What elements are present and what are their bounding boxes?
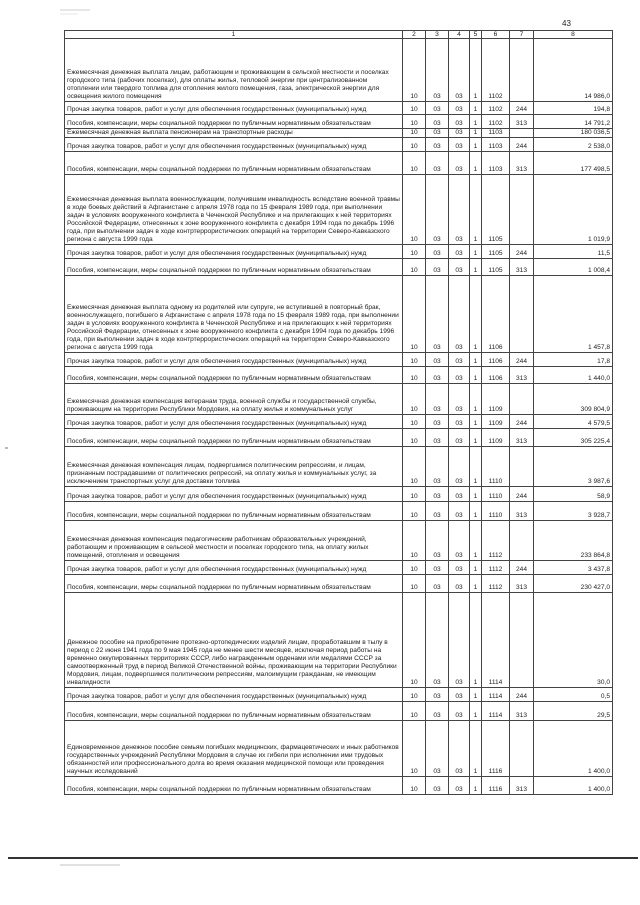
row-code: 1 xyxy=(470,367,482,384)
row-code: 1 xyxy=(470,138,482,152)
row-code: 03 xyxy=(449,39,470,102)
row-code: 03 xyxy=(449,384,470,415)
row-code: 1 xyxy=(470,384,482,415)
row-code: 03 xyxy=(449,102,470,115)
column-header: 1 xyxy=(65,31,403,39)
column-header: 3 xyxy=(426,31,449,39)
row-description: Пособия, компенсации, меры социальной поддержки по публичным нормативным обязательствам xyxy=(65,429,403,447)
row-description: Пособия, компенсации, меры социальной поддержки по публичным нормативным обязательствам xyxy=(65,777,403,795)
row-description: Пособия, компенсации, меры социальной поддержки по публичным нормативным обязательствам xyxy=(65,702,403,721)
row-code: 1 xyxy=(470,688,482,702)
row-code: 10 xyxy=(403,175,426,245)
row-code: 10 xyxy=(403,521,426,561)
row-code: 03 xyxy=(449,721,470,777)
row-description: Прочая закупка товаров, работ и услуг для обеспечения государственных (муниципальных) нужд xyxy=(65,353,403,367)
row-code: 10 xyxy=(403,102,426,115)
row-code: 1 xyxy=(470,129,482,138)
row-code: 03 xyxy=(426,245,449,259)
row-code: 03 xyxy=(449,575,470,593)
row-code: 313 xyxy=(510,702,534,721)
row-code: 313 xyxy=(510,152,534,175)
row-code: 1110 xyxy=(482,487,510,502)
row-description: Пособия, компенсации, меры социальной поддержки по публичным нормативным обязательствам xyxy=(65,502,403,521)
row-code: 10 xyxy=(403,593,426,688)
column-header: 7 xyxy=(510,31,534,39)
row-code: 10 xyxy=(403,777,426,795)
row-code: 03 xyxy=(449,429,470,447)
row-code: 10 xyxy=(403,367,426,384)
row-code: 03 xyxy=(449,688,470,702)
row-amount: 1 400,0 xyxy=(534,721,613,777)
row-code: 03 xyxy=(449,245,470,259)
row-code: 03 xyxy=(426,415,449,429)
row-code: 313 xyxy=(510,429,534,447)
row-code: 03 xyxy=(426,152,449,175)
row-code: 1109 xyxy=(482,384,510,415)
row-code: 244 xyxy=(510,487,534,502)
row-description: Пособия, компенсации, меры социальной поддержки по публичным нормативным обязательствам xyxy=(65,575,403,593)
row-code: 1110 xyxy=(482,502,510,521)
row-code: 03 xyxy=(426,447,449,487)
row-description: Пособия, компенсации, меры социальной поддержки по публичным нормативным обязательствам xyxy=(65,259,403,276)
row-description: Ежемесячная денежная компенсация лицам, подвергшимся политическим репрессиям, и лицам, признанным пострадавшими от политических репрессий, на оплату жилья и коммунальных услуг, за исключением транспортных услуг для доставки топлива xyxy=(65,447,403,487)
row-code: 10 xyxy=(403,415,426,429)
row-code: 10 xyxy=(403,487,426,502)
row-code: 03 xyxy=(426,429,449,447)
row-code: 1105 xyxy=(482,175,510,245)
row-code: 03 xyxy=(426,575,449,593)
row-amount: 1 440,0 xyxy=(534,367,613,384)
row-code: 03 xyxy=(449,138,470,152)
row-code: 10 xyxy=(403,384,426,415)
row-code: 10 xyxy=(403,129,426,138)
row-code: 03 xyxy=(426,593,449,688)
row-code: 10 xyxy=(403,353,426,367)
row-code: 03 xyxy=(426,138,449,152)
row-code: 10 xyxy=(403,575,426,593)
row-code: 10 xyxy=(403,561,426,575)
row-code: 313 xyxy=(510,115,534,129)
row-code: 1 xyxy=(470,415,482,429)
column-header: 5 xyxy=(470,31,482,39)
row-code: 03 xyxy=(426,353,449,367)
row-code: 1105 xyxy=(482,245,510,259)
row-code: 10 xyxy=(403,721,426,777)
row-code: 03 xyxy=(426,129,449,138)
row-code: 1103 xyxy=(482,152,510,175)
row-code: 313 xyxy=(510,259,534,276)
row-code: 10 xyxy=(403,702,426,721)
row-code: 03 xyxy=(449,487,470,502)
row-code: 03 xyxy=(426,276,449,353)
row-code: 1102 xyxy=(482,115,510,129)
row-code: 03 xyxy=(426,367,449,384)
row-code: 313 xyxy=(510,502,534,521)
row-amount: 233 864,8 xyxy=(534,521,613,561)
row-code: 1106 xyxy=(482,276,510,353)
row-code: 1102 xyxy=(482,102,510,115)
row-code: 1 xyxy=(470,152,482,175)
row-code: 03 xyxy=(449,152,470,175)
row-amount: 4 579,5 xyxy=(534,415,613,429)
page-number: 43 xyxy=(562,19,571,28)
row-code: 244 xyxy=(510,245,534,259)
row-description: Ежемесячная денежная компенсация ветеранам труда, военной службы и государственной службы, проживающим на территории Республики Мордовия, на оплату жилья и коммунальных услуг xyxy=(65,384,403,415)
row-amount: 14 791,2 xyxy=(534,115,613,129)
row-code: 03 xyxy=(426,521,449,561)
row-amount: 3 928,7 xyxy=(534,502,613,521)
row-code: 03 xyxy=(426,115,449,129)
row-code: 03 xyxy=(426,39,449,102)
row-code: 1103 xyxy=(482,129,510,138)
row-code: 03 xyxy=(449,561,470,575)
column-header: 4 xyxy=(449,31,470,39)
row-code: 03 xyxy=(426,702,449,721)
row-description: Ежемесячная денежная выплата пенсионерам на транспортные расходы xyxy=(65,129,403,138)
row-code: 1114 xyxy=(482,593,510,688)
row-code: 1106 xyxy=(482,367,510,384)
row-code: 1109 xyxy=(482,429,510,447)
row-amount: 17,8 xyxy=(534,353,613,367)
row-code: 03 xyxy=(426,175,449,245)
row-amount: 11,5 xyxy=(534,245,613,259)
column-header: 8 xyxy=(534,31,613,39)
row-code: 10 xyxy=(403,447,426,487)
row-description: Пособия, компенсации, меры социальной поддержки по публичным нормативным обязательствам xyxy=(65,115,403,129)
row-code: 03 xyxy=(449,502,470,521)
row-code: 1116 xyxy=(482,721,510,777)
row-amount: 2 538,0 xyxy=(534,138,613,152)
row-description: Прочая закупка товаров, работ и услуг для обеспечения государственных (муниципальных) нужд xyxy=(65,245,403,259)
row-code: 10 xyxy=(403,138,426,152)
row-amount: 194,8 xyxy=(534,102,613,115)
row-code: 1114 xyxy=(482,702,510,721)
row-code: 1 xyxy=(470,593,482,688)
row-code: 03 xyxy=(426,487,449,502)
row-amount: 3 437,8 xyxy=(534,561,613,575)
row-code: 03 xyxy=(449,175,470,245)
row-amount: 30,0 xyxy=(534,593,613,688)
row-amount: 0,5 xyxy=(534,688,613,702)
row-code: 1 xyxy=(470,487,482,502)
row-code: 03 xyxy=(449,259,470,276)
row-code: 03 xyxy=(449,353,470,367)
row-code: 1102 xyxy=(482,39,510,102)
row-code: 313 xyxy=(510,367,534,384)
row-description: Прочая закупка товаров, работ и услуг для обеспечения государственных (муниципальных) нужд xyxy=(65,102,403,115)
row-code: 03 xyxy=(449,415,470,429)
row-amount: 309 804,9 xyxy=(534,384,613,415)
row-description: Прочая закупка товаров, работ и услуг для обеспечения государственных (муниципальных) нужд xyxy=(65,688,403,702)
row-code: 1 xyxy=(470,175,482,245)
row-code: 1116 xyxy=(482,777,510,795)
row-code: 1 xyxy=(470,702,482,721)
row-description: Прочая закупка товаров, работ и услуг для обеспечения государственных (муниципальных) нужд xyxy=(65,487,403,502)
row-code: 03 xyxy=(449,593,470,688)
row-code: 244 xyxy=(510,102,534,115)
row-code: 1 xyxy=(470,521,482,561)
row-code: 1110 xyxy=(482,447,510,487)
row-code: 03 xyxy=(449,129,470,138)
row-code: 10 xyxy=(403,39,426,102)
row-code: 1 xyxy=(470,575,482,593)
row-amount: 1 008,4 xyxy=(534,259,613,276)
row-code: 244 xyxy=(510,561,534,575)
row-code: 1 xyxy=(470,39,482,102)
row-code: 10 xyxy=(403,259,426,276)
row-amount: 177 498,5 xyxy=(534,152,613,175)
row-code: 1112 xyxy=(482,521,510,561)
row-code: 10 xyxy=(403,688,426,702)
row-code: 03 xyxy=(449,367,470,384)
row-code: 03 xyxy=(426,259,449,276)
row-code: 10 xyxy=(403,276,426,353)
row-code: 1 xyxy=(470,245,482,259)
row-code: 1114 xyxy=(482,688,510,702)
row-code: 10 xyxy=(403,152,426,175)
row-code: 1 xyxy=(470,353,482,367)
row-code: 1 xyxy=(470,429,482,447)
row-code: 10 xyxy=(403,115,426,129)
row-code: 1 xyxy=(470,447,482,487)
row-description: Единовременное денежное пособие семьям погибших медицинских, фармацевтических и иных работников государственных учреждений Республики Мордовия в случае их гибели при исполнении ими трудовых обязанностей или профессионального долга во время оказания медицинской помощи или проведения научных исследований xyxy=(65,721,403,777)
row-code: 10 xyxy=(403,245,426,259)
column-header: 6 xyxy=(482,31,510,39)
row-amount: 14 986,0 xyxy=(534,39,613,102)
row-code: 03 xyxy=(426,502,449,521)
row-code: 03 xyxy=(449,115,470,129)
row-description: Ежемесячная денежная выплата одному из родителей или супруге, не вступившей в повторный брак, военнослужащего, погибшего в Афганистане с апреля 1978 года по 15 февраля 1989 года, при выполнении задач в условиях вооруженного конфликта в Чеченской Республике и на прилегающих к ней территориях Российской Федерации, отнесенных к зоне вооруженного конфликта с декабря 1994 года по декабрь 1996 года, при выполнении задач в ходе контртеррористических операций на территории Северо-Кавказского региона с августа 1999 года xyxy=(65,276,403,353)
row-code: 1105 xyxy=(482,259,510,276)
row-code: 03 xyxy=(449,276,470,353)
row-code: 03 xyxy=(426,384,449,415)
row-code: 03 xyxy=(449,447,470,487)
row-description: Ежемесячная денежная компенсация педагогическим работникам образовательных учреждений, работающим и проживающим в сельской местности и поселках городского типа, на оплату жилых помещений, отопления и освещения xyxy=(65,521,403,561)
row-code: 03 xyxy=(426,688,449,702)
row-amount: 305 225,4 xyxy=(534,429,613,447)
row-amount: 1 457,8 xyxy=(534,276,613,353)
row-code: 1 xyxy=(470,115,482,129)
row-code: 10 xyxy=(403,429,426,447)
row-code: 03 xyxy=(426,721,449,777)
row-code: 03 xyxy=(426,561,449,575)
row-code: 1 xyxy=(470,102,482,115)
row-description: Прочая закупка товаров, работ и услуг для обеспечения государственных (муниципальных) нужд xyxy=(65,138,403,152)
row-code: 03 xyxy=(426,102,449,115)
row-description: Пособия, компенсации, меры социальной поддержки по публичным нормативным обязательствам xyxy=(65,152,403,175)
row-amount: 1 019,9 xyxy=(534,175,613,245)
row-amount: 1 400,0 xyxy=(534,777,613,795)
row-code: 1 xyxy=(470,777,482,795)
page-bottom-border xyxy=(8,857,638,859)
column-header: 2 xyxy=(403,31,426,39)
row-code: 1106 xyxy=(482,353,510,367)
row-description: Прочая закупка товаров, работ и услуг для обеспечения государственных (муниципальных) нужд xyxy=(65,415,403,429)
row-code: 1109 xyxy=(482,415,510,429)
row-code: 1 xyxy=(470,259,482,276)
row-code: 313 xyxy=(510,777,534,795)
row-code: 03 xyxy=(449,521,470,561)
row-code: 1 xyxy=(470,561,482,575)
row-amount: 58,9 xyxy=(534,487,613,502)
row-description: Денежное пособие на приобретение протезно-ортопедических изделий лицам, проработавшим в тылу в период с 22 июня 1941 года по 9 мая 1945 года не менее шести месяцев, исключая период работы на временно оккупированных территориях СССР, либо награжденным орденами или медалями СССР за самоотверженный труд в период Великой Отечественной войны, проживающим на территории Республики Мордовия, лицам, подвергшимся политическим репрессиям, малоимущим гражданам, не имеющим инвалидности xyxy=(65,593,403,688)
row-code: 03 xyxy=(426,777,449,795)
row-code: 1 xyxy=(470,502,482,521)
row-code: 244 xyxy=(510,353,534,367)
row-description: Ежемесячная денежная выплата лицам, работающим и проживающим в сельской местности и поселках городского типа (рабочих поселках), для оплаты жилья, тепловой энергии при централизованном отоплении или твердого топлива для отопления жилого помещения, газа, электрической энергии для освещения жилого помещения xyxy=(65,39,403,102)
row-code: 244 xyxy=(510,688,534,702)
row-code: 1 xyxy=(470,276,482,353)
row-amount: 29,5 xyxy=(534,702,613,721)
row-code: 10 xyxy=(403,502,426,521)
row-code: 244 xyxy=(510,138,534,152)
row-code: 03 xyxy=(449,777,470,795)
row-code: 1112 xyxy=(482,575,510,593)
row-code: 1 xyxy=(470,721,482,777)
row-code: 03 xyxy=(449,702,470,721)
row-code: 1103 xyxy=(482,138,510,152)
row-description: Прочая закупка товаров, работ и услуг для обеспечения государственных (муниципальных) нужд xyxy=(65,561,403,575)
row-code: 244 xyxy=(510,415,534,429)
row-description: Пособия, компенсации, меры социальной поддержки по публичным нормативным обязательствам xyxy=(65,367,403,384)
row-description: Ежемесячная денежная выплата военнослужащим, получившим инвалидность вследствие военной травмы в ходе боевых действий в Афганистане с апреля 1978 года по 15 февраля 1989 года, при выполнении задач в условиях вооруженного конфликта в Чеченской Республике и на прилегающих к ней территориях Российской Федерации, отнесенных к зоне вооруженного конфликта с декабря 1994 года по декабрь 1996 года, при выполнении задач в ходе контртеррористических операций на территории Северо-Кавказского региона с августа 1999 года xyxy=(65,175,403,245)
row-code: 1112 xyxy=(482,561,510,575)
row-amount: 230 427,0 xyxy=(534,575,613,593)
row-code: 313 xyxy=(510,575,534,593)
row-amount: 3 987,6 xyxy=(534,447,613,487)
row-amount: 180 036,5 xyxy=(534,129,613,138)
